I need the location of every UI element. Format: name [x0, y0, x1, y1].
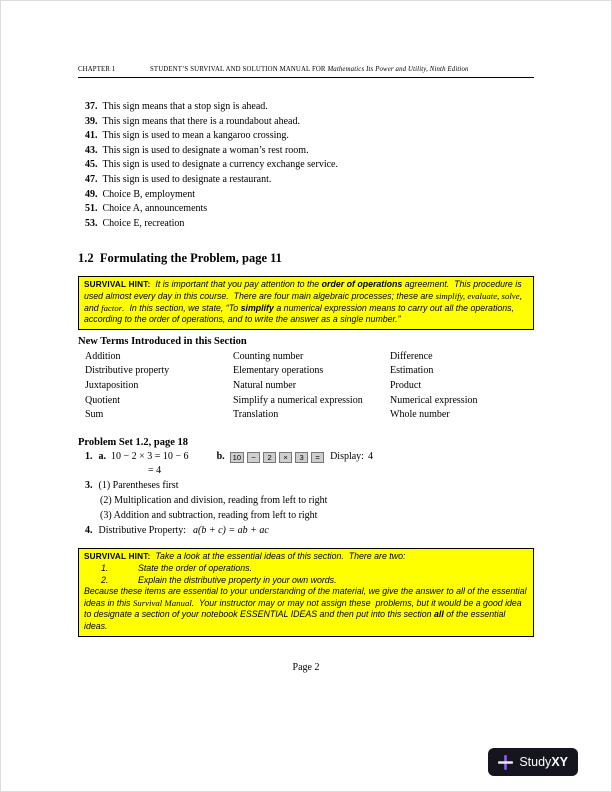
- term-cell: Product: [390, 379, 422, 391]
- term-cell: Addition: [85, 350, 121, 362]
- answer-item: [78, 129, 534, 144]
- hint-item-text: Explain the distributive property in your own words.: [138, 574, 337, 585]
- calculator-key: 2: [263, 452, 276, 463]
- answer-text: Choice A, announcements: [102, 203, 208, 215]
- survival-hint-box-2: [78, 548, 534, 636]
- answer-number: 53.: [85, 217, 98, 229]
- term-cell: Simplify a numerical expression: [233, 394, 363, 406]
- hint-text: SURVIVAL HINT: It is important that you pay attention to the order of operations agreement. This procedure is used almost every day in this course. There are four main algebraic processes; these are simplify, evaluate, solve, and factor. In this section, we state, “To simplify a numerical expression means to carry out all the operations, according to the order of operations, and to write the answer as a single number.”: [84, 279, 525, 325]
- term-cell: Natural number: [233, 379, 297, 391]
- plus-icon: [498, 755, 513, 770]
- hint-list-item: [84, 575, 528, 587]
- answer-number: 49.: [85, 188, 98, 200]
- answer-number: 43.: [85, 144, 98, 156]
- math-expression: a(b + c) = ab + ac: [193, 524, 269, 536]
- problem-4-label: Distributive Property:: [98, 524, 186, 536]
- term-cell: Quotient: [85, 394, 120, 406]
- problem-4-row: [78, 524, 534, 539]
- problem-1-row: [78, 450, 534, 465]
- calculator-key: 3: [295, 452, 308, 463]
- new-terms-heading: New Terms Introduced in this Section: [78, 335, 247, 347]
- problem-set-heading: Problem Set 1.2, page 18: [78, 436, 189, 448]
- page-label: Page: [292, 662, 312, 673]
- answer-number: 39.: [85, 115, 98, 127]
- term-cell: Elementary operations: [233, 365, 324, 377]
- survival-hint-box-1: [78, 276, 534, 329]
- part-b-label: b.: [216, 450, 225, 462]
- term-cell: Juxtaposition: [85, 379, 139, 391]
- answers-list: [78, 100, 534, 231]
- studyxy-logo: [488, 748, 578, 776]
- answer-item: [78, 217, 534, 232]
- calculator-key: −: [247, 452, 260, 463]
- page-value: 2: [314, 662, 320, 673]
- term-cell: Numerical expression: [390, 394, 478, 406]
- answer-number: 51.: [85, 203, 98, 215]
- problem-number: 4.: [85, 524, 93, 536]
- problem-3-item: (2) Multiplication and division, reading from left to right: [100, 495, 328, 507]
- book-title: Mathematics Its Power and Utility, Ninth Edition: [327, 66, 469, 73]
- hint-text: SURVIVAL HINT: Take a look at the essential ideas of this section. There are two:: [84, 551, 406, 562]
- page-header: [78, 66, 534, 73]
- answer-text: This sign is used to mean a kangaroo crossing.: [102, 130, 289, 142]
- answer-text: Choice B, employment: [102, 188, 195, 200]
- calculator-key: 10: [230, 452, 244, 463]
- term-cell: Counting number: [233, 350, 304, 362]
- answer-text: This sign is used to designate a currency exchange service.: [102, 159, 338, 171]
- problem-3-item: (3) Addition and subtraction, reading from left to right: [100, 509, 318, 521]
- problem-3-row: [78, 479, 534, 494]
- answer-text: This sign means that a stop sign is ahead.: [102, 101, 268, 112]
- term-cell: Translation: [233, 409, 279, 421]
- brand-name-xy: XY: [551, 755, 568, 769]
- section-heading: 1.2 Formulating the Problem, page 11: [78, 251, 282, 266]
- new-terms-table: [78, 350, 534, 423]
- display-value: 4: [367, 450, 373, 462]
- problem-3-item-row: [78, 509, 534, 524]
- brand-name: [519, 755, 568, 769]
- term-cell: Distributive property: [85, 365, 170, 377]
- part-a-label: a.: [98, 450, 106, 462]
- term-cell: Difference: [390, 350, 433, 362]
- answer-item: [78, 100, 534, 115]
- problem-1-result: [78, 464, 534, 479]
- answer-item: [78, 144, 534, 159]
- term-cell: Sum: [85, 409, 104, 421]
- term-cell: Whole number: [390, 409, 450, 421]
- answer-number: 37.: [85, 101, 98, 112]
- problem-3-item: (1) Parentheses first: [98, 480, 179, 492]
- answer-number: 41.: [85, 130, 98, 142]
- running-title: [150, 66, 469, 73]
- answer-number: 47.: [85, 173, 98, 185]
- manual-title: STUDENT’S SURVIVAL AND SOLUTION MANUAL FOR: [150, 66, 328, 73]
- answer-number: 45.: [85, 159, 98, 171]
- page-number: [0, 662, 612, 673]
- hint-item-text: State the order of operations.: [138, 563, 252, 574]
- answer-item: [78, 115, 534, 130]
- hint-text: Because these items are essential to your understanding of the material, we give the answer to all of the essential ideas in this Survival Manual. Your instructor may or may not assign these problems, but it would be a good idea to designate a section of your notebook ESSENTIAL IDEAS and then put into this section all of the essential ideas.: [84, 586, 529, 632]
- math-expression: 10 − 2 × 3 = 10 − 6: [111, 450, 189, 462]
- calculator-key: =: [311, 452, 324, 463]
- problem-3-item-row: [78, 494, 534, 509]
- answer-text: This sign means that there is a roundabout ahead.: [102, 115, 300, 127]
- calculator-key: ×: [279, 452, 292, 463]
- term-cell: Estimation: [390, 365, 434, 377]
- answer-item: [78, 202, 534, 217]
- page-content: [78, 0, 534, 637]
- answer-text: This sign is used to designate a restaurant.: [102, 173, 272, 185]
- calculator-keys: [230, 452, 324, 463]
- answer-text: Choice E, recreation: [102, 217, 185, 229]
- problem-number: 1.: [85, 450, 93, 462]
- problem-number: 3.: [85, 480, 93, 492]
- answer-text: This sign is used to designate a woman’s rest room.: [102, 144, 309, 156]
- header-rule: [78, 77, 534, 78]
- hint-list-item: [84, 563, 528, 575]
- math-expression: = 4: [148, 465, 162, 477]
- answer-item: [78, 188, 534, 203]
- answer-item: [78, 158, 534, 173]
- brand-name-study: Study: [519, 755, 552, 769]
- answer-item: [78, 173, 534, 188]
- chapter-label: CHAPTER 1: [78, 66, 116, 73]
- hint-item-number: 2.: [101, 574, 109, 585]
- hint-item-number: 1.: [101, 563, 109, 574]
- display-label: Display:: [330, 450, 364, 462]
